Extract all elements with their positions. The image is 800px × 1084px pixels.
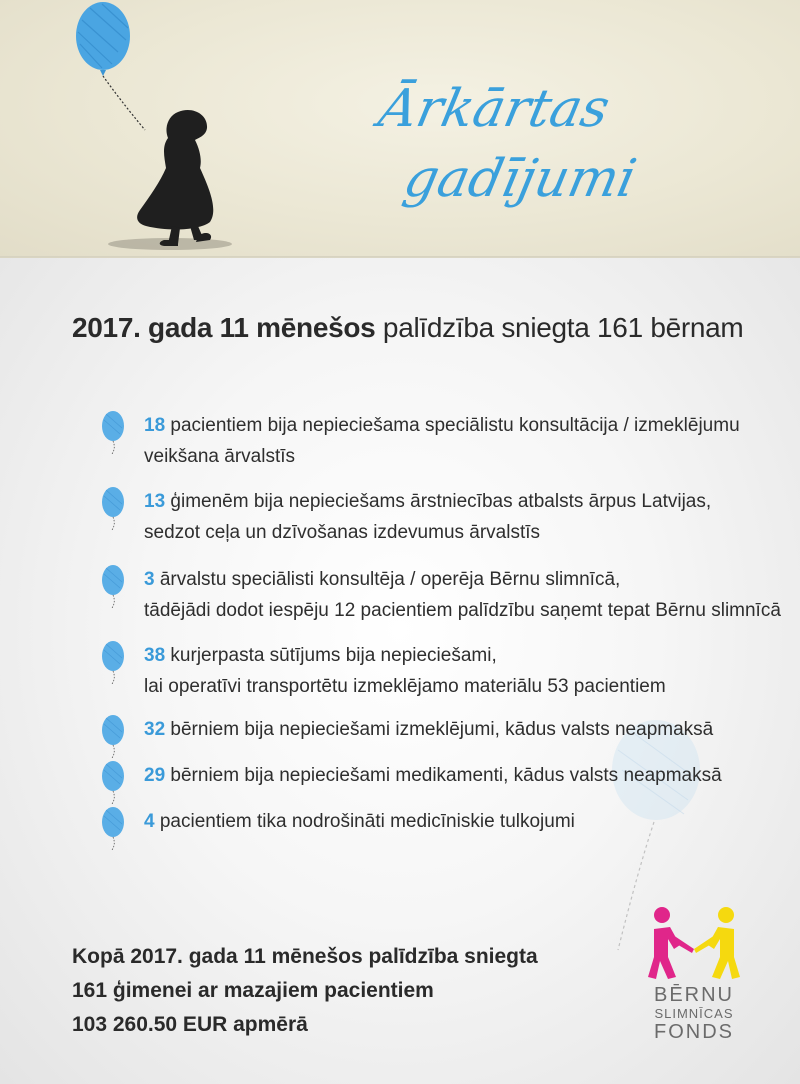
children-logo-icon <box>640 905 748 985</box>
item-line1: ārvalstu speciālisti konsultēja / operēja Bērnu slimnīcā, <box>154 569 621 590</box>
item-number: 4 <box>144 811 155 832</box>
item-text <box>144 410 740 472</box>
item-line1: ģimenēm bija nepieciešams ārstniecības atbalsts ārpus Latvijas, <box>165 491 712 512</box>
balloon-icon <box>100 486 126 530</box>
balloon-icon <box>100 640 126 684</box>
item-line1: bērniem bija nepieciešami izmeklējumi, kādus valsts neapmaksā <box>165 719 714 740</box>
summary-line1: Kopā 2017. gada 11 mēnešos palīdzība sniegta <box>72 945 538 968</box>
balloon-icon <box>100 806 126 850</box>
item-text <box>144 806 575 837</box>
title-line-1: Ārkārtas <box>373 78 615 139</box>
item-line2: lai operatīvi transportētu izmeklējamo materiālu 53 pacientiem <box>144 676 666 697</box>
summary <box>72 940 538 1042</box>
logo-text-line2: SLIMNĪCAS <box>654 1006 734 1021</box>
headline <box>72 312 772 344</box>
headline-rest: palīdzība sniegta 161 bērnam <box>375 312 744 343</box>
item-line1: bērniem bija nepieciešami medikamenti, kādus valsts neapmaksā <box>165 765 722 786</box>
item-line1: kurjerpasta sūtījums bija nepieciešami, <box>165 645 497 666</box>
item-line2: veikšana ārvalstīs <box>144 446 296 467</box>
item-line1: pacientiem bija nepieciešama speciālistu konsultācija / izmeklējumu <box>165 415 740 436</box>
balloon-icon <box>76 2 130 76</box>
foundation-logo <box>640 905 748 1055</box>
item-text <box>144 564 781 626</box>
item-line1: pacientiem tika nodrošināti medicīniskie tulkojumi <box>154 811 575 832</box>
item-text <box>144 640 666 702</box>
logo-text-line1: BĒRNU <box>653 984 734 1006</box>
item-number: 29 <box>144 765 166 786</box>
item-line2: tādējādi dodot iespēju 12 pacientiem palīdzību saņemt tepat Bērnu slimnīcā <box>144 600 781 621</box>
item-number: 38 <box>144 645 166 666</box>
item-text <box>144 760 722 791</box>
balloon-icon <box>100 760 126 804</box>
balloon-icon <box>100 564 126 608</box>
item-number: 18 <box>144 415 166 436</box>
balloon-icon <box>100 410 126 454</box>
page-title <box>360 62 760 222</box>
title-line-2: gadījumi <box>398 148 642 209</box>
logo-text-line3: FONDS <box>654 1021 734 1043</box>
summary-line2: 161 ģimenei ar mazajiem pacientiem <box>72 979 434 1002</box>
girl-with-balloon-illustration <box>60 0 240 258</box>
summary-line3: 103 260.50 EUR apmērā <box>72 1013 308 1036</box>
balloon-icon <box>100 714 126 758</box>
item-text <box>144 714 713 745</box>
item-number: 32 <box>144 719 166 740</box>
item-number: 3 <box>144 569 155 590</box>
item-line2: sedzot ceļa un dzīvošanas izdevumus ārvalstīs <box>144 522 541 543</box>
item-number: 13 <box>144 491 166 512</box>
headline-bold: 2017. gada 11 mēnešos <box>72 312 376 343</box>
item-text <box>144 486 711 548</box>
